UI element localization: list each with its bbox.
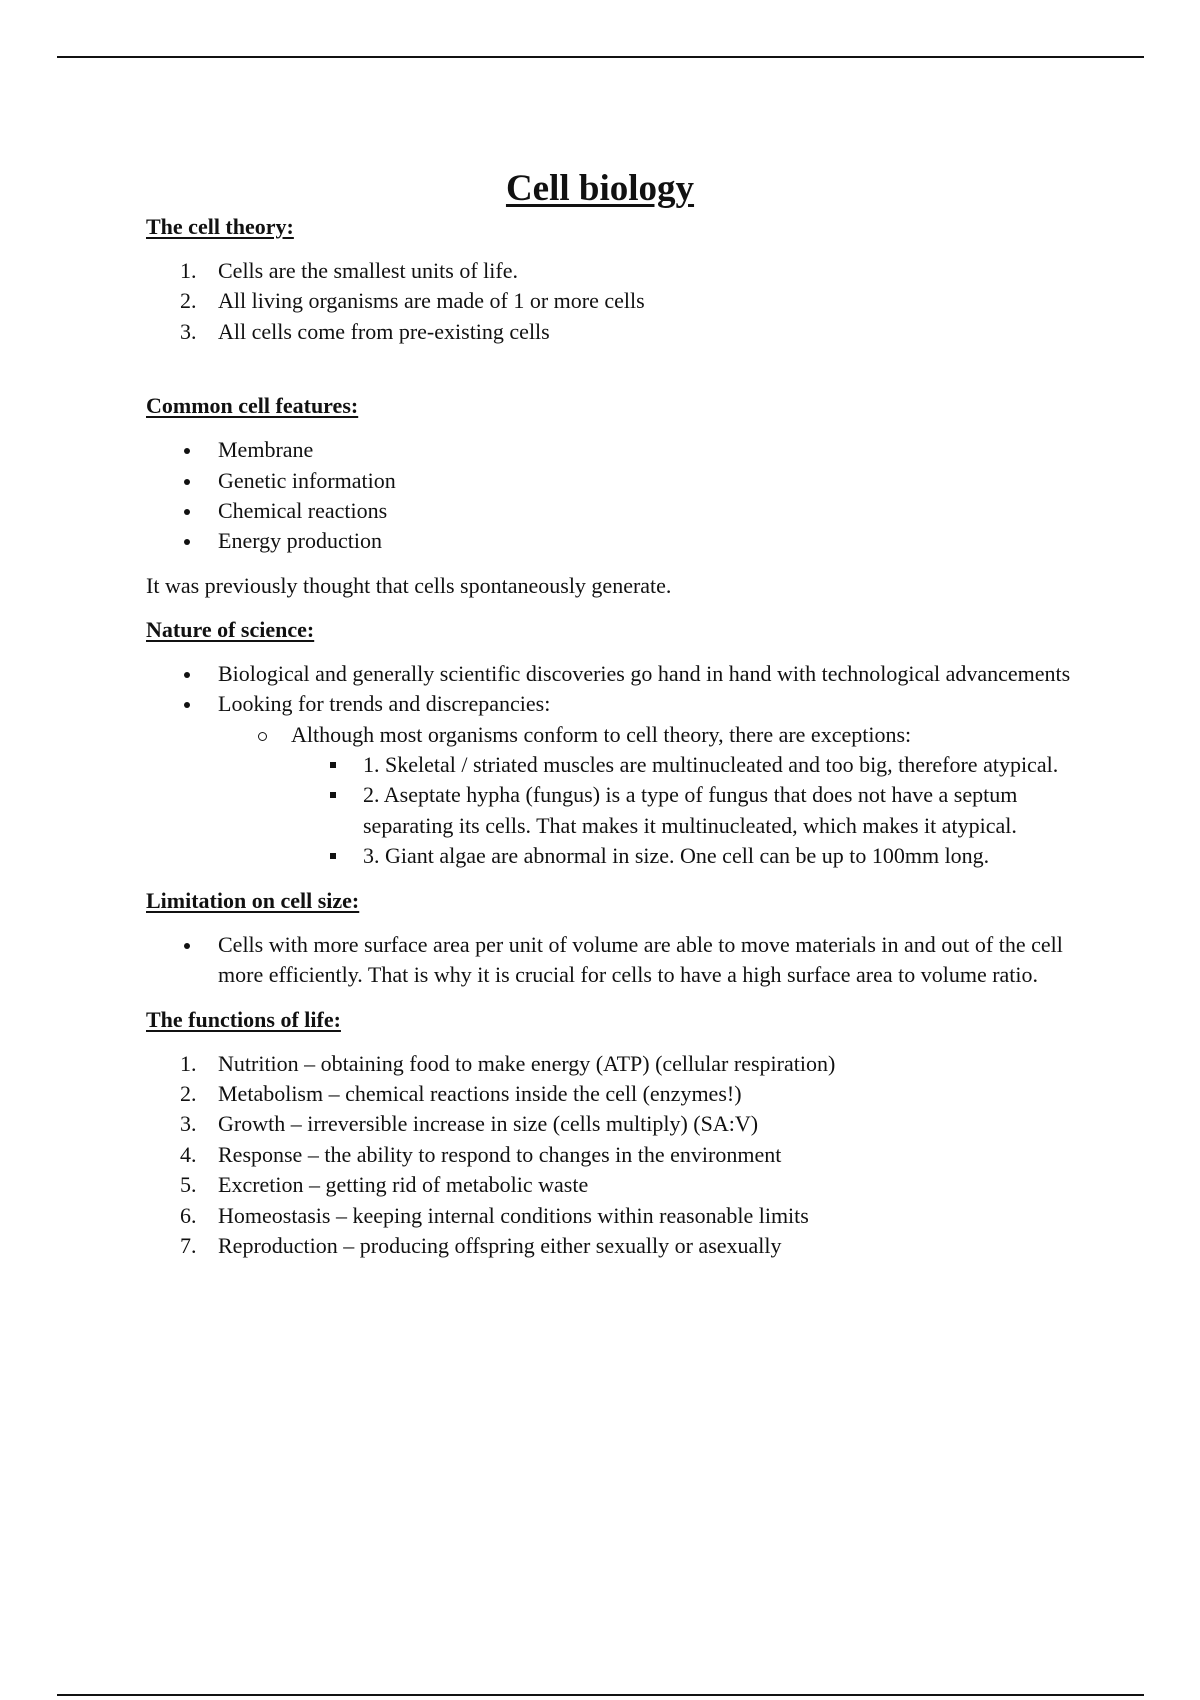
cell-size-list xyxy=(146,930,1076,991)
list-item: 2. All living organisms are made of 1 or more cells xyxy=(180,288,645,314)
list-subitem: Although most organisms conform to cell theory, there are exceptions: xyxy=(146,720,1076,750)
paragraph-note: It was previously thought that cells spontaneously generate. xyxy=(146,572,672,598)
bullet-icon xyxy=(184,702,190,708)
list-item: 4. Response – the ability to respond to changes in the environment xyxy=(180,1141,782,1167)
list-subsubitem: 2. Aseptate hypha (fungus) is a type of fungus that does not have a septum separating its cells. That makes it multinucleated, which makes it atypical. xyxy=(146,780,1076,841)
square-bullet-icon xyxy=(330,762,336,768)
nature-of-science-list xyxy=(146,659,1076,872)
list-item: Chemical reactions xyxy=(146,496,1076,526)
top-rule xyxy=(57,56,1144,58)
section-heading-nature-of-science: Nature of science: xyxy=(146,616,315,642)
list-item: 6. Homeostasis – keeping internal conditions within reasonable limits xyxy=(180,1202,809,1228)
list-subsubitem: 1. Skeletal / striated muscles are multinucleated and too big, therefore atypical. xyxy=(146,750,1076,780)
list-item: 3. All cells come from pre-existing cells xyxy=(180,318,550,344)
bullet-icon xyxy=(184,539,190,545)
document-body xyxy=(146,212,1076,1261)
page-title: Cell biology xyxy=(505,167,695,209)
bottom-rule xyxy=(57,1694,1144,1696)
list-item: 3. Growth – irreversible increase in size (cells multiply) (SA:V) xyxy=(180,1111,759,1137)
square-bullet-icon xyxy=(330,853,336,859)
bullet-icon xyxy=(184,509,190,515)
square-bullet-icon xyxy=(330,792,336,798)
list-item: Cells with more surface area per unit of volume are able to move materials in and out of the cell more efficiently. That is why it is crucial for cells to have a high surface area to volume ratio. xyxy=(146,930,1076,991)
common-features-list xyxy=(146,435,1076,557)
list-item: 1. Cells are the smallest units of life. xyxy=(180,258,518,283)
bullet-icon xyxy=(184,943,190,949)
section-heading-cell-theory: The cell theory: xyxy=(146,214,294,239)
list-item: 5. Excretion – getting rid of metabolic waste xyxy=(180,1172,589,1198)
list-item: 2. Metabolism – chemical reactions inside the cell (enzymes!) xyxy=(180,1080,742,1106)
functions-of-life-list xyxy=(146,1049,1076,1262)
list-item: Looking for trends and discrepancies: xyxy=(146,689,1076,719)
list-subsubitem: 3. Giant algae are abnormal in size. One cell can be up to 100mm long. xyxy=(146,841,1076,871)
list-item: Membrane xyxy=(146,435,1076,465)
bullet-icon xyxy=(184,479,190,485)
list-item: Energy production xyxy=(146,526,1076,556)
list-item: 1. Nutrition – obtaining food to make energy (ATP) (cellular respiration) xyxy=(180,1050,836,1076)
list-item: Genetic information xyxy=(146,466,1076,496)
section-heading-functions-of-life: The functions of life: xyxy=(146,1006,341,1032)
list-item: 7. Reproduction – producing offspring either sexually or asexually xyxy=(180,1232,782,1258)
bullet-icon xyxy=(184,448,190,454)
bullet-icon xyxy=(184,672,190,678)
cell-theory-list xyxy=(146,256,1076,347)
section-heading-cell-size: Limitation on cell size: xyxy=(146,887,360,913)
section-heading-common-features: Common cell features: xyxy=(146,393,359,419)
circle-bullet-icon xyxy=(258,732,267,741)
list-item: Biological and generally scientific discoveries go hand in hand with technological advancements xyxy=(146,659,1076,689)
